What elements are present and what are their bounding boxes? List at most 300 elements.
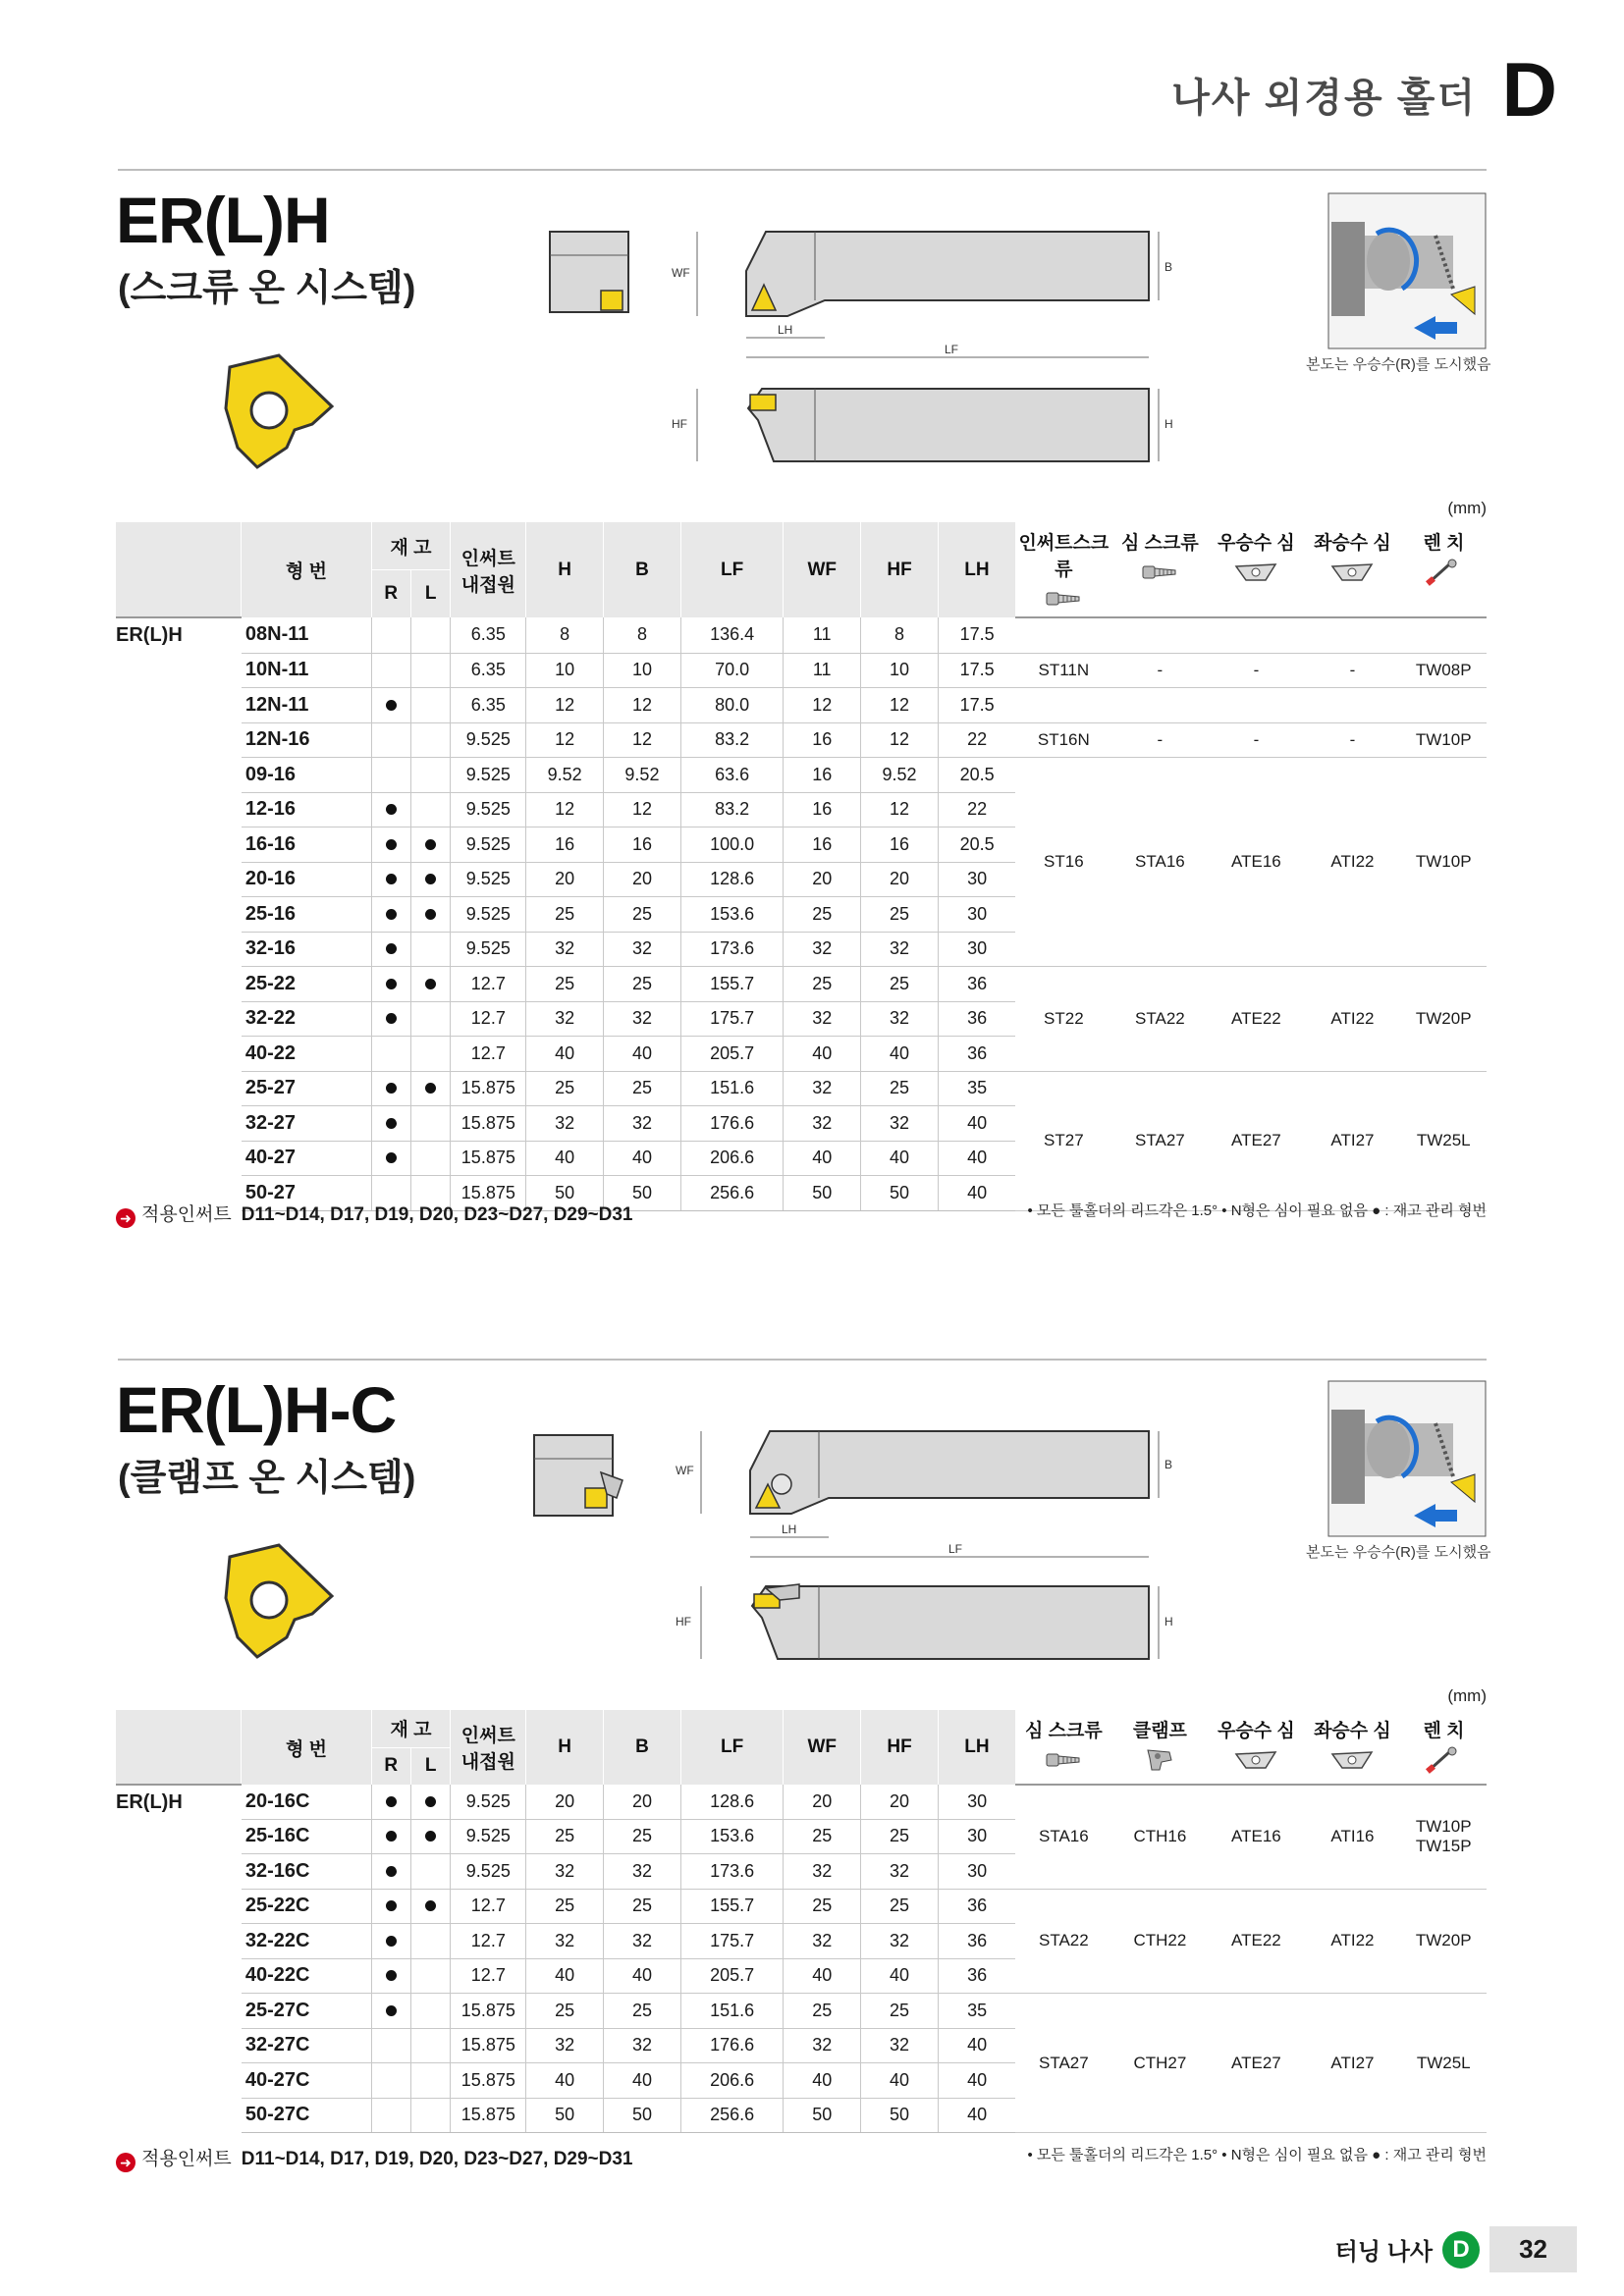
stock-r (371, 1889, 410, 1924)
accessory-code (1400, 1889, 1487, 1994)
accessory-code (1015, 722, 1111, 758)
stock-l (410, 967, 450, 1002)
cell-lf: 205.7 (680, 1037, 783, 1072)
page-number: 32 (1489, 2226, 1577, 2272)
col-accessory-header: 심 스크류 (1024, 1721, 1103, 1741)
arrow-right-icon: ➜ (116, 2153, 135, 2172)
cell-wf: 16 (784, 828, 861, 863)
model-code: 12-16 (242, 792, 371, 828)
accessory-code (1015, 1071, 1111, 1210)
cell-lf: 128.6 (680, 862, 783, 897)
cell-lh: 40 (938, 1176, 1015, 1211)
cell-h: 32 (526, 1106, 604, 1142)
col-insert-header: 인써트 내접원 (451, 1710, 526, 1785)
accessory-code (1304, 1785, 1400, 1889)
accessory-code-text: TW08P (1415, 660, 1472, 679)
stock-l (410, 897, 450, 933)
accessory-code-text: ST16 (1044, 852, 1084, 871)
stock-l (410, 1037, 450, 1072)
cell-hf: 40 (861, 1037, 939, 1072)
cell-lh: 30 (938, 1785, 1015, 1819)
cell-h: 40 (526, 2063, 604, 2099)
model-code: 32-27 (242, 1106, 371, 1142)
accessory-code-text: - (1157, 729, 1164, 749)
col-accessory-header: 좌승수 심 (1314, 533, 1391, 554)
cell-wf: 40 (784, 1037, 861, 1072)
accessory-code-text: ST11N (1038, 660, 1090, 679)
col-wf-header: WF (784, 1710, 861, 1785)
stock-l (410, 2098, 450, 2133)
accessory-code-text: STA27 (1038, 2053, 1089, 2072)
stock-r (371, 1001, 410, 1037)
stock-l (410, 688, 450, 723)
cell-lf: 83.2 (680, 722, 783, 758)
holder-side-view-drawing (668, 381, 1198, 475)
cell-h: 25 (526, 1994, 604, 2029)
stock-r (371, 967, 410, 1002)
accessory-code-text: ATI22 (1330, 1008, 1375, 1028)
accessory-code-text: ATE22 (1231, 1931, 1281, 1950)
applicable-inserts (116, 2144, 633, 2172)
spec-table (116, 1710, 1487, 2133)
table-row (116, 1071, 1487, 1106)
cell-wf: 20 (784, 862, 861, 897)
model-code: 40-22 (242, 1037, 371, 1072)
page-footer (1335, 2226, 1577, 2272)
cell-hf: 25 (861, 1994, 939, 2029)
cell-b: 16 (604, 828, 681, 863)
cell-ic: 12.7 (451, 1001, 526, 1037)
stock-l (410, 653, 450, 688)
cell-b: 50 (604, 2098, 681, 2133)
stock-r (371, 1141, 410, 1176)
stock-l (410, 2028, 450, 2063)
stock-r (371, 1958, 410, 1994)
stock-l (410, 1994, 450, 2029)
accessory-code (1400, 967, 1487, 1072)
col-stock-r: R (371, 570, 410, 618)
accessory-code-text: TW10P (1415, 729, 1472, 749)
cell-lh: 40 (938, 2098, 1015, 2133)
col-b-header: B (604, 1710, 681, 1785)
cell-wf: 32 (784, 1854, 861, 1890)
cell-wf: 16 (784, 792, 861, 828)
stock-l (410, 932, 450, 967)
accessory-code (1304, 688, 1400, 723)
table-row (116, 722, 1487, 758)
stock-r (371, 653, 410, 688)
applicable-value: D11~D14, D17, D19, D20, D23~D27, D29~D31 (241, 2149, 633, 2169)
cell-lf: 173.6 (680, 1854, 783, 1890)
cell-wf: 32 (784, 2028, 861, 2063)
cell-b: 25 (604, 1994, 681, 2029)
accessory-code (1015, 688, 1111, 723)
col-stock-header: 재 고 (371, 522, 451, 570)
threading-operation-illustration (1327, 1380, 1487, 1537)
stock-l (410, 1071, 450, 1106)
cell-hf: 12 (861, 688, 939, 723)
cell-wf: 25 (784, 1819, 861, 1854)
stock-r (371, 897, 410, 933)
col-hf-header: HF (861, 522, 939, 617)
stock-dot-icon (425, 1900, 436, 1911)
cell-hf: 32 (861, 2028, 939, 2063)
dim-hf: HF (672, 417, 687, 431)
accessory-code (1111, 1889, 1208, 1994)
accessory-code (1400, 722, 1487, 758)
cell-wf: 16 (784, 722, 861, 758)
accessory-code-text: ATE22 (1231, 1008, 1281, 1028)
accessory-code-text: TW25L (1416, 1131, 1471, 1149)
stock-r (371, 2063, 410, 2099)
cell-lh: 17.5 (938, 617, 1015, 653)
accessory-code (1208, 758, 1304, 967)
stock-dot-icon (386, 700, 397, 711)
cell-lf: 153.6 (680, 1819, 783, 1854)
accessory-code (1304, 653, 1400, 688)
cell-hf: 32 (861, 1854, 939, 1890)
accessory-code (1208, 1994, 1304, 2133)
cell-h: 12 (526, 722, 604, 758)
cell-b: 12 (604, 722, 681, 758)
cell-b: 25 (604, 1819, 681, 1854)
cell-h: 8 (526, 617, 604, 653)
cell-h: 25 (526, 967, 604, 1002)
cell-lh: 35 (938, 1071, 1015, 1106)
cell-wf: 25 (784, 1994, 861, 2029)
cell-wf: 32 (784, 1001, 861, 1037)
cell-ic: 9.525 (451, 1785, 526, 1819)
accessory-code (1111, 653, 1208, 688)
cell-hf: 40 (861, 2063, 939, 2099)
cell-lf: 176.6 (680, 2028, 783, 2063)
cell-ic: 12.7 (451, 967, 526, 1002)
table-row (116, 653, 1487, 688)
stock-r (371, 1037, 410, 1072)
accessory-code (1111, 688, 1208, 723)
stock-l (410, 1141, 450, 1176)
cell-hf: 40 (861, 1141, 939, 1176)
cell-lh: 36 (938, 967, 1015, 1002)
stock-dot-icon (425, 1796, 436, 1807)
accessory-code (1111, 722, 1208, 758)
accessory-code-text: STA16 (1038, 1827, 1089, 1846)
model-code: 50-27 (242, 1176, 371, 1211)
accessory-code-text: ST27 (1044, 1131, 1084, 1149)
cell-b: 20 (604, 1785, 681, 1819)
dim-lh: LH (778, 323, 793, 337)
col-lh-header: LH (938, 522, 1015, 617)
shim-screw-icon (1112, 559, 1208, 590)
cell-h: 50 (526, 2098, 604, 2133)
cell-hf: 12 (861, 722, 939, 758)
cell-ic: 15.875 (451, 1994, 526, 2029)
accessory-code (1208, 1889, 1304, 1994)
holder-end-view-drawing (548, 230, 630, 314)
accessory-code-text: - (1253, 660, 1260, 679)
dim-lh: LH (782, 1522, 797, 1536)
stock-r (371, 862, 410, 897)
cell-ic: 9.525 (451, 758, 526, 793)
model-code: 09-16 (242, 758, 371, 793)
cell-h: 12 (526, 688, 604, 723)
cell-lf: 155.7 (680, 1889, 783, 1924)
stock-l (410, 1819, 450, 1854)
stock-r (371, 1785, 410, 1819)
cell-wf: 32 (784, 932, 861, 967)
cell-lf: 206.6 (680, 1141, 783, 1176)
cell-lf: 173.6 (680, 932, 783, 967)
col-accessory-header: 렌 치 (1423, 533, 1465, 554)
cell-lf: 175.7 (680, 1001, 783, 1037)
model-code: 32-16C (242, 1854, 371, 1890)
figure-note: 본도는 우승수(R)를 도시했음 (1306, 356, 1491, 373)
accessory-code (1400, 1994, 1487, 2133)
dim-h: H (1164, 1615, 1173, 1629)
col-stock-r: R (371, 1747, 410, 1785)
section-subtitle: (스크류 온 시스템) (118, 268, 416, 309)
model-code: 20-16 (242, 862, 371, 897)
col-h-header: H (526, 522, 604, 617)
col-lf-header: LF (680, 522, 783, 617)
cell-ic: 12.7 (451, 1037, 526, 1072)
footer-chapter-name: 터닝 나사 (1334, 2239, 1434, 2266)
cell-b: 25 (604, 1889, 681, 1924)
col-accessory-header: 좌승수 심 (1314, 1721, 1391, 1741)
accessory-code (1400, 617, 1487, 653)
cell-lh: 35 (938, 1994, 1015, 2029)
cell-wf: 11 (784, 653, 861, 688)
accessory-code (1015, 617, 1111, 653)
cell-b: 25 (604, 1071, 681, 1106)
cell-h: 40 (526, 1037, 604, 1072)
cell-lh: 36 (938, 1037, 1015, 1072)
cell-lh: 30 (938, 1854, 1015, 1890)
stock-dot-icon (386, 979, 397, 989)
accessory-code-text: TW20P (1415, 1931, 1472, 1950)
table-row (116, 617, 1487, 653)
cell-lf: 70.0 (680, 653, 783, 688)
cell-hf: 12 (861, 792, 939, 828)
model-code: 40-27C (242, 2063, 371, 2099)
accessory-code-text: - (1349, 729, 1356, 749)
accessory-code-text: ATI22 (1330, 1931, 1375, 1950)
holder-side-view-drawing (672, 1578, 1202, 1673)
cell-ic: 15.875 (451, 1071, 526, 1106)
cell-wf: 25 (784, 967, 861, 1002)
accessory-code-text: TW20P (1415, 1008, 1472, 1028)
dim-lf: LF (945, 343, 959, 356)
cell-lh: 30 (938, 1819, 1015, 1854)
wrench-icon (1401, 1746, 1487, 1780)
cell-ic: 15.875 (451, 1176, 526, 1211)
shim-icon (1305, 559, 1400, 590)
stock-r (371, 792, 410, 828)
stock-dot-icon (386, 1936, 397, 1947)
cell-h: 20 (526, 1785, 604, 1819)
accessory-code-text: ATI27 (1330, 1131, 1375, 1149)
stock-l (410, 1785, 450, 1819)
cell-h: 25 (526, 897, 604, 933)
model-code: 12N-16 (242, 722, 371, 758)
model-code: 25-16 (242, 897, 371, 933)
accessory-code-text: ST16N (1037, 729, 1090, 749)
cell-ic: 12.7 (451, 1889, 526, 1924)
stock-dot-icon (386, 1866, 397, 1877)
cell-wf: 11 (784, 617, 861, 653)
accessory-code-text: ATI16 (1330, 1827, 1375, 1846)
holder-top-view-drawing (672, 1427, 1202, 1565)
cell-h: 12 (526, 792, 604, 828)
cell-b: 12 (604, 688, 681, 723)
section-divider (118, 169, 1487, 171)
model-code: 25-22 (242, 967, 371, 1002)
table-row (116, 1994, 1487, 2029)
cell-b: 10 (604, 653, 681, 688)
model-code: 50-27C (242, 2098, 371, 2133)
cell-lf: 256.6 (680, 2098, 783, 2133)
accessory-code (1015, 1889, 1111, 1994)
table-row (116, 967, 1487, 1002)
cell-ic: 15.875 (451, 2063, 526, 2099)
stock-l (410, 1001, 450, 1037)
model-code: 25-22C (242, 1889, 371, 1924)
stock-dot-icon (386, 943, 397, 954)
cell-lf: 100.0 (680, 828, 783, 863)
stock-l (410, 1924, 450, 1959)
stock-r (371, 688, 410, 723)
cell-lf: 256.6 (680, 1176, 783, 1211)
accessory-code (1015, 967, 1111, 1072)
table-footnote: • 모든 툴홀더의 리드각은 1.5° • N형은 심이 필요 없음 ● : 재고 관리 형번 (1027, 1202, 1487, 1219)
cell-wf: 40 (784, 1141, 861, 1176)
accessory-code (1400, 758, 1487, 967)
cell-lh: 17.5 (938, 653, 1015, 688)
cell-lh: 40 (938, 2028, 1015, 2063)
cell-hf: 32 (861, 1924, 939, 1959)
header-blank (116, 522, 242, 570)
accessory-code (1111, 1994, 1208, 2133)
stock-l (410, 1958, 450, 1994)
stock-dot-icon (386, 804, 397, 815)
accessory-code-text: - (1253, 729, 1260, 749)
col-model-header: 형 번 (242, 1710, 371, 1785)
accessory-code-text: - (1349, 660, 1356, 679)
col-wf-header: WF (784, 522, 861, 617)
accessory-code-text: STA27 (1135, 1131, 1185, 1149)
col-model-header: 형 번 (242, 522, 371, 617)
shim-icon (1209, 1746, 1304, 1778)
accessory-code (1208, 967, 1304, 1072)
cell-h: 32 (526, 1001, 604, 1037)
model-code: 10N-11 (242, 653, 371, 688)
cell-wf: 25 (784, 1889, 861, 1924)
accessory-code (1400, 653, 1487, 688)
cell-b: 32 (604, 932, 681, 967)
model-code: 12N-11 (242, 688, 371, 723)
col-b-header: B (604, 522, 681, 617)
accessory-code (1111, 1785, 1208, 1889)
accessory-code-text: STA22 (1135, 1008, 1185, 1028)
applicable-value: D11~D14, D17, D19, D20, D23~D27, D29~D31 (241, 1204, 633, 1225)
stock-dot-icon (386, 1152, 397, 1163)
cell-b: 8 (604, 617, 681, 653)
accessory-code (1208, 1071, 1304, 1210)
cell-hf: 25 (861, 897, 939, 933)
stock-dot-icon (386, 1118, 397, 1129)
cell-h: 10 (526, 653, 604, 688)
applicable-label: 적용인써트 (141, 2149, 232, 2169)
accessory-code (1304, 1071, 1400, 1210)
accessory-code (1304, 722, 1400, 758)
cell-h: 25 (526, 1071, 604, 1106)
cell-lf: 80.0 (680, 688, 783, 723)
cell-lh: 40 (938, 2063, 1015, 2099)
cell-lh: 36 (938, 1001, 1015, 1037)
accessory-code (1400, 1071, 1487, 1210)
cell-b: 32 (604, 1001, 681, 1037)
cell-h: 32 (526, 1924, 604, 1959)
holder-top-view-drawing (668, 228, 1198, 365)
section-divider (118, 1359, 1487, 1361)
stock-dot-icon (425, 1831, 436, 1842)
cell-lh: 30 (938, 897, 1015, 933)
model-code: 16-16 (242, 828, 371, 863)
col-lh-header: LH (938, 1710, 1015, 1785)
stock-r (371, 1924, 410, 1959)
col-hf-header: HF (861, 1710, 939, 1785)
stock-dot-icon (386, 2005, 397, 2016)
stock-l (410, 1854, 450, 1890)
accessory-code-text: - (1157, 660, 1164, 679)
accessory-code (1208, 722, 1304, 758)
cell-h: 9.52 (526, 758, 604, 793)
cell-h: 25 (526, 1819, 604, 1854)
accessory-code-text: ATE27 (1231, 2053, 1281, 2072)
wrench-icon (1401, 559, 1487, 592)
cell-lh: 17.5 (938, 688, 1015, 723)
cell-wf: 20 (784, 1785, 861, 1819)
cell-wf: 32 (784, 1071, 861, 1106)
model-code: 32-22 (242, 1001, 371, 1037)
accessory-code (1015, 758, 1111, 967)
stock-dot-icon (386, 1831, 397, 1842)
cell-lf: 205.7 (680, 1958, 783, 1994)
cell-lf: 151.6 (680, 1071, 783, 1106)
stock-dot-icon (425, 1083, 436, 1094)
accessory-code (1208, 688, 1304, 723)
cell-hf: 20 (861, 862, 939, 897)
dim-hf: HF (676, 1615, 691, 1629)
cell-lf: 128.6 (680, 1785, 783, 1819)
stock-r (371, 722, 410, 758)
threading-operation-illustration (1327, 192, 1487, 349)
cell-lh: 36 (938, 1958, 1015, 1994)
model-code: 25-16C (242, 1819, 371, 1854)
accessory-code-text: ATE27 (1231, 1131, 1281, 1149)
cell-hf: 10 (861, 653, 939, 688)
accessory-code (1304, 758, 1400, 967)
accessory-code (1015, 1994, 1111, 2133)
dim-lf: LF (948, 1542, 963, 1556)
stock-r (371, 758, 410, 793)
cell-wf: 40 (784, 1958, 861, 1994)
accessory-code-text: CTH22 (1133, 1931, 1187, 1950)
cell-lf: 206.6 (680, 2063, 783, 2099)
cell-lh: 22 (938, 792, 1015, 828)
stock-r (371, 1106, 410, 1142)
accessory-code-text: ATE16 (1231, 852, 1281, 871)
